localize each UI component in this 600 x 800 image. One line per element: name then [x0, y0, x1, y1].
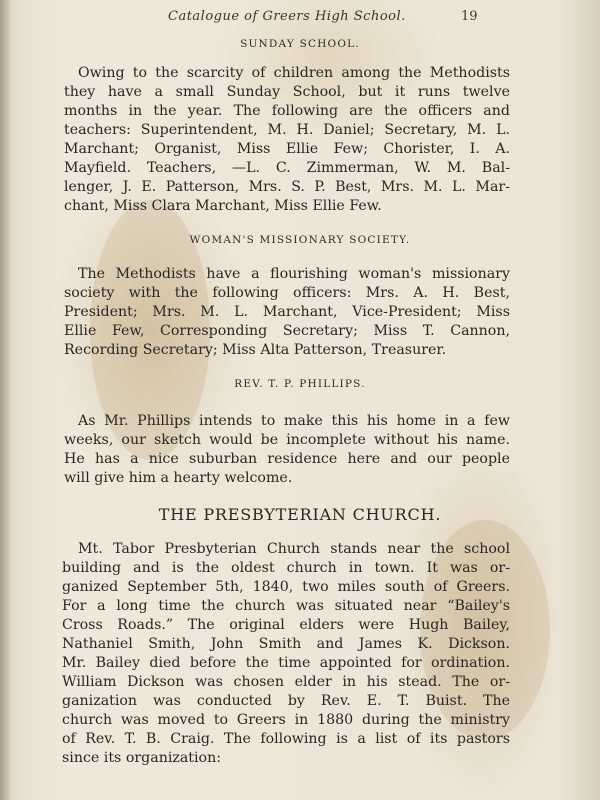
page-header: [0, 9, 600, 31]
text-line: Mr. Bailey died before the time appointed for ordination.: [62, 655, 510, 671]
text-line: of Rev. T. B. Craig. The following is a list of its pastors: [62, 731, 510, 747]
page-binding-edge: [0, 0, 10, 800]
text-line: Cross Roads.” The original elders were Hugh Bailey,: [62, 617, 510, 633]
text-line: Mt. Tabor Presbyterian Church stands near the school: [78, 541, 510, 557]
text-line: will give him a hearty welcome.: [64, 470, 293, 486]
paragraph-missionary-society: [64, 265, 510, 360]
text-line: they have a small Sunday School, but it runs twelve: [64, 84, 510, 100]
text-line: William Dickson was chosen elder in his stead. The or-: [62, 674, 510, 690]
text-line: ganized September 5th, 1840, two miles south of Greers.: [62, 579, 510, 595]
paragraph-sunday-school: [64, 64, 510, 216]
text-line: Owing to the scarcity of children among the Methodists: [78, 65, 510, 81]
text-line: society with the following officers: Mrs. A. H. Best,: [64, 285, 510, 301]
paragraph-phillips: [64, 412, 510, 488]
text-line: Ellie Few, Corresponding Secretary; Miss T. Cannon,: [64, 323, 510, 339]
section-heading-missionary-society: WOMAN'S MISSIONARY SOCIETY.: [189, 234, 411, 246]
text-line: weeks, our sketch would be incomplete without his name.: [64, 432, 510, 448]
text-line: teachers: Superintendent, M. H. Daniel; Secretary, M. L.: [64, 122, 510, 138]
text-line: Mayfield. Teachers, —L. C. Zimmerman, W. M. Bal-: [64, 160, 510, 176]
text-line: Nathaniel Smith, John Smith and James K. Dickson.: [62, 636, 510, 652]
text-line: church was moved to Greers in 1880 during the ministry: [62, 712, 510, 728]
text-line: President; Mrs. M. L. Marchant, Vice-President; Miss: [64, 304, 510, 320]
paragraph-presbyterian-church: [62, 540, 510, 768]
text-line: For a long time the church was situated near “Bailey's: [62, 598, 510, 614]
text-line: chant, Miss Clara Marchant, Miss Ellie Few.: [64, 198, 382, 214]
text-line: Recording Secretary; Miss Alta Patterson, Treasurer.: [64, 342, 447, 358]
text-line: building and is the oldest church in town. It was or-: [62, 560, 510, 576]
text-line: He has a nice suburban residence here and our people: [64, 451, 510, 467]
text-line: ganization was conducted by Rev. E. T. Buist. The: [62, 693, 510, 709]
text-line: months in the year. The following are the officers and: [64, 103, 510, 119]
text-line: lenger, J. E. Patterson, Mrs. S. P. Best, Mrs. M. L. Mar-: [64, 179, 510, 195]
page-number: 19: [461, 9, 478, 24]
text-line: As Mr. Phillips intends to make this his home in a few: [78, 413, 510, 429]
section-heading-phillips: REV. T. P. PHILLIPS.: [234, 378, 366, 390]
text-line: Marchant; Organist, Miss Ellie Few; Chorister, I. A.: [64, 141, 510, 157]
text-line: since its organization:: [62, 750, 222, 766]
text-line: The Methodists have a flourishing woman's missionary: [78, 266, 510, 282]
section-heading-presbyterian-church: THE PRESBYTERIAN CHURCH.: [158, 505, 442, 524]
section-heading-sunday-school: SUNDAY SCHOOL.: [240, 38, 360, 50]
running-title: Catalogue of Greers High School.: [168, 9, 406, 24]
